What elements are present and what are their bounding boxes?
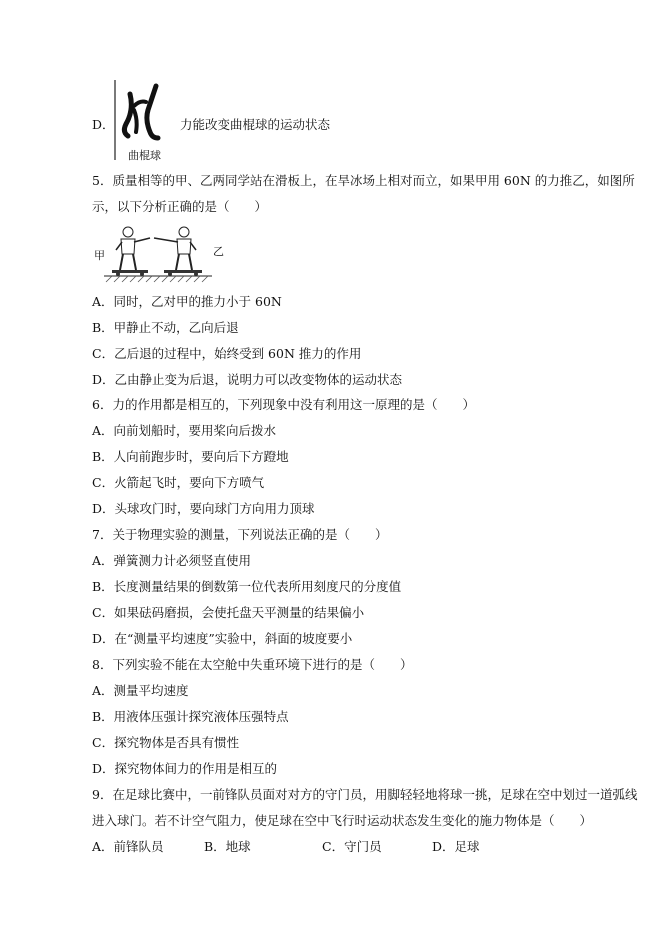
q7-option-b: B．长度测量结果的倒数第一位代表所用刻度尺的分度值 xyxy=(92,579,402,594)
q5-option-a: A．同时，乙对甲的推力小于 60N xyxy=(92,294,282,309)
q6-stem: 6．力的作用都是相互的，下列现象中没有利用这一原理的是（ ） xyxy=(92,397,475,412)
hockey-figure xyxy=(112,80,180,160)
figure-label-jia: 甲 xyxy=(94,249,105,262)
q6-option-d: D．头球攻门时，要向球门方向用力顶球 xyxy=(92,501,315,516)
q5-option-c: C．乙后退的过程中，始终受到 60N 推力的作用 xyxy=(92,346,362,361)
q4-option-d-text: 力能改变曲棍球的运动状态 xyxy=(180,117,331,132)
q9-stem-line2: 进入球门。若不计空气阻力，使足球在空中飞行时运动状态发生变化的施力物体是（ ） xyxy=(92,813,593,828)
hockey-caption: 曲棍球 xyxy=(128,149,161,162)
q7-stem: 7．关于物理实验的测量，下列说法正确的是（ ） xyxy=(92,527,388,542)
q5-option-d: D．乙由静止变为后退，说明力可以改变物体的运动状态 xyxy=(92,372,403,387)
q7-option-a: A．弹簧测力计必须竖直使用 xyxy=(92,553,252,568)
q5-stem-line2: 示，以下分析正确的是（ ） xyxy=(92,199,268,214)
q5-stem-line1: 5．质量相等的甲、乙两同学站在滑板上，在旱冰场上相对而立，如果甲用 60N 的力推乙，如图所 xyxy=(92,173,635,188)
q8-stem: 8．下列实验不能在太空舱中失重环境下进行的是（ ） xyxy=(92,657,413,672)
figure-label-yi: 乙 xyxy=(213,245,224,258)
q9-option-a: A．前锋队员 xyxy=(92,839,164,854)
q7-option-d: D．在“测量平均速度”实验中，斜面的坡度要小 xyxy=(92,631,353,646)
q6-option-a: A．向前划船时，要用桨向后拨水 xyxy=(92,423,277,438)
q6-option-c: C．火箭起飞时，要向下方喷气 xyxy=(92,475,265,490)
q9-option-d: D．足球 xyxy=(432,839,480,854)
q4-option-d-letter: D． xyxy=(92,117,115,132)
q9-option-c: C．守门员 xyxy=(322,839,382,854)
q7-option-c: C．如果砝码磨损，会使托盘天平测量的结果偏小 xyxy=(92,605,365,620)
q8-option-a: A．测量平均速度 xyxy=(92,683,189,698)
q8-option-d: D．探究物体间力的作用是相互的 xyxy=(92,761,278,776)
q6-option-b: B．人向前跑步时，要向后下方蹬地 xyxy=(92,449,289,464)
q5-option-b: B．甲静止不动，乙向后退 xyxy=(92,320,239,335)
q9-stem-line1: 9．在足球比赛中，一前锋队员面对对方的守门员，用脚轻轻地将球一挑，足球在空中划过一道弧线 xyxy=(92,787,638,802)
q8-option-b: B．用液体压强计探究液体压强特点 xyxy=(92,709,289,724)
q8-option-c: C．探究物体是否具有惯性 xyxy=(92,735,240,750)
q9-option-b: B．地球 xyxy=(204,839,251,854)
